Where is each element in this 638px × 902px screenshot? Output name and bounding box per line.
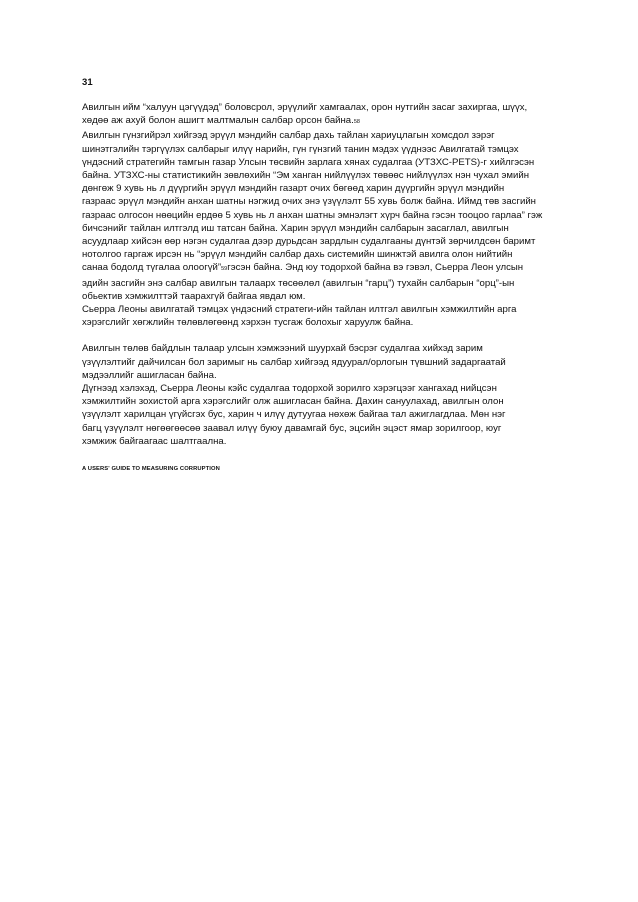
- footnote-ref: 58: [353, 119, 360, 126]
- text-line: нотолгоо гаргаж ирсэн нь “эрүүл мэндийн салбар дахь системийн шинжтэй авилга олон нийтийн: [82, 249, 513, 261]
- text-line: Сьерра Леоны авилгатай тэмцэх үндэсний стратеги-ийн тайлан илтгэл авилгын хэмжилтийн арга: [82, 304, 517, 316]
- paragraph-hot-spots: [82, 101, 572, 329]
- text-line: дөнгөж 9 хувь нь л дүүргийн эрүүл мэндийн газарт очих бөгөөд харин дүүргийн эрүүл мэндийн: [82, 183, 505, 195]
- text-line: мэдээллийг ашигласан байна.: [82, 369, 217, 381]
- running-footer: A USERS' GUIDE TO MEASURING CORRUPTION: [82, 466, 220, 472]
- text-line: Авилгын гүнзгийрэл хийгээд эрүүл мэндийн салбар дахь тайлан хариуцлагын хомсдол зэрэг: [82, 130, 495, 142]
- text-line: байна. УТЗХС-ны статистикийн зөвлөхийн “Эм ханган нийлүүлэх төвөөс нийлүүлэх нэн чухал эмийн: [82, 170, 530, 182]
- page-number: 31: [82, 77, 93, 88]
- text-span: хөдөө аж ахуй болон ашигт малтмалын салбар орсон байна.: [82, 115, 354, 127]
- text-line: Дүгнээд хэлэхэд, Сьерра Леоны кэйс судалгаа тодорхой зорилго хэрэгцээг хангахад нийцсэн: [82, 383, 497, 395]
- text-line: хэмжиж байгаагаас шалтгаална.: [82, 435, 227, 447]
- text-line: газраас эрүүл мэндийн анхан шатны нэгжид очих энэ үзүүлэлт 55 хувь болж байна. Иймд төв засгийн: [82, 196, 536, 208]
- text-line: обьектив хэмжилттэй таарахгүй байгаа явдал юм.: [82, 290, 306, 302]
- text-span: санаа бодолд түгалаа олоогүй”: [82, 262, 222, 274]
- text-line: хэмжилтийн зохистой арга хэрэгслийг олж ашигласан байна. Дахин сануулахад, авилгын олон: [82, 396, 504, 408]
- paragraph-conclusion: [82, 342, 572, 448]
- text-line: хэрэгслийг хөгжлийн төлөвлөгөөнд хэрхэн тусгаж болохыг харуулж байна.: [82, 317, 414, 329]
- body-text: [82, 101, 572, 448]
- text-line: үзүүлэлт харилцан үгүйсгэх бус, харин ч илүү дутуугаа нөхөж байгаа тал ажиглагдлаа. Мөн нэг: [82, 409, 506, 421]
- paragraph-gap: [82, 329, 572, 342]
- text-line: багц үзүүлэлт нөгөөгөөсөө заавал илүү буюу давамгай бус, эцсийн эцэст ямар зорилгоор, юуг: [82, 422, 502, 434]
- text-line: асуудлаар хийсэн өөр нэгэн судалгаа дээр дурьдсан зардлын судалгааны дүнтэй зөрчилдсөн баримт: [82, 236, 536, 248]
- text-line: газраас олгосон нөөцийн ердөө 5 хувь нь л анхан шатны эмнэлэгт хүрч байна гэсэн тооцоо гарлаа” гэж: [82, 209, 543, 221]
- text-line: үзүүлэлтийг дайчилсан бол заримыг нь салбар хийгээд ядуурал/орлогын түвшний задаргаатай: [82, 356, 506, 368]
- text-line-with-footnote: [82, 261, 572, 276]
- text-line: Авилгын төлөв байдлын талаар улсын хэмжээний шуурхай бэсрэг судалгаа хийхэд зарим: [82, 343, 483, 355]
- text-line: шинэтгэлийн тэргүүлэх салбарыг илүү нарийн, гүн гүнзгий танин мэдэх үүднээс Авилгатай тэмцэх: [82, 143, 519, 155]
- footnote-ref: 59: [221, 266, 228, 273]
- text-line: бичсэнийг тайлан илтгэлд иш татсан байна. Харин эрүүл мэндийн салбарын засаглал, авилгын: [82, 222, 509, 234]
- text-line: Авилгын ийм “халуун цэгүүдэд” боловсрол, эрүүлийг хамгаалах, орон нутгийн засаг захиргаа, шүүх,: [82, 102, 528, 113]
- text-span: гэсэн байна. Энд юу тодорхой байна вэ гэвэл, Сьерра Леон улсын: [227, 262, 524, 274]
- text-line: эдийн засгийн энэ салбар авилгын талаарх төсөөлөл (авилгын “гарц”) тухайн салбарын “орц”-ын: [82, 277, 515, 289]
- text-line: үндэсний стратегийн тамгын газар Улсын төсвийн зарлага хянах судалгаа (УТЗХС-PETS)-г хийлгэсэн: [82, 156, 535, 168]
- text-line-with-footnote: [82, 114, 572, 129]
